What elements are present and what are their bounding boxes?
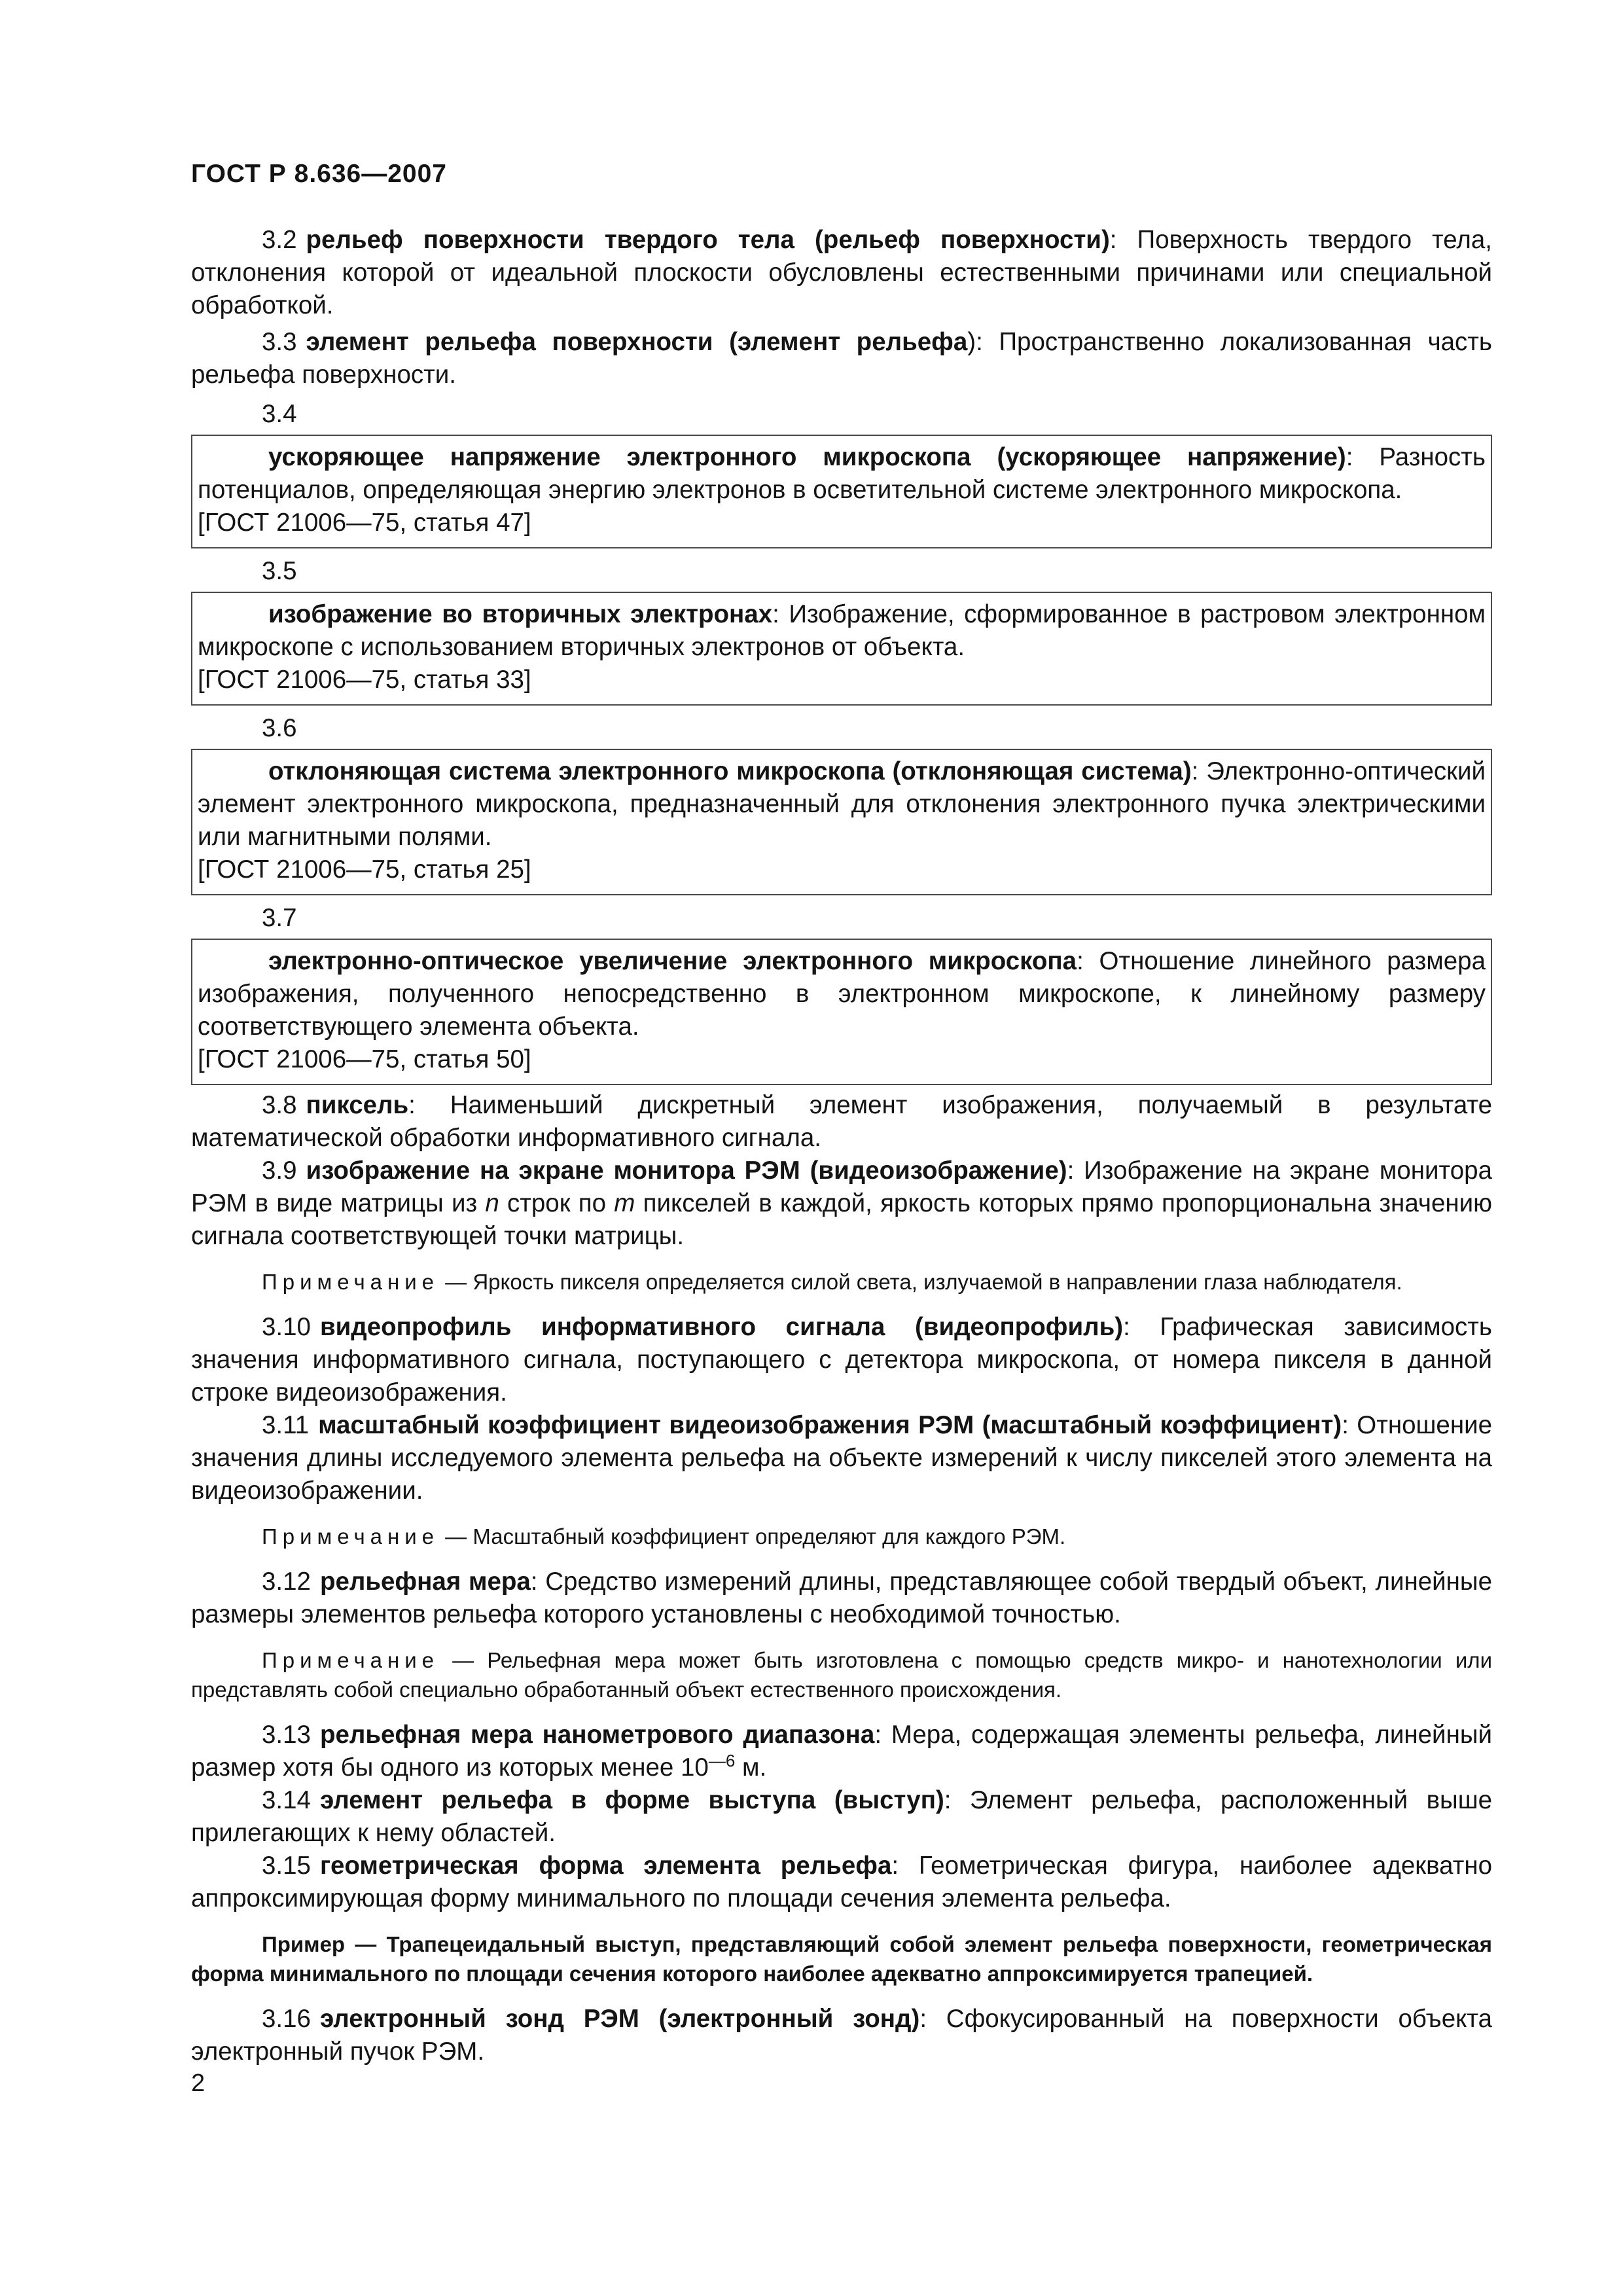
term-number: 3.10 — [262, 1313, 311, 1341]
term-name: изображение на экране монитора РЭМ (видеоизображение) — [306, 1157, 1067, 1185]
term-number-3-5: 3.5 — [262, 557, 297, 585]
term-name: элемент рельефа в форме выступа (выступ) — [319, 1786, 944, 1814]
example-3-15: Пример — Трапецеидальный выступ, представляющий собой элемент рельефа поверхности, геометрическая форма минимального по площади сечения которого наиболее адекватно аппроксимируется трапецией. — [191, 1932, 1492, 1986]
term-number: 3.14 — [262, 1786, 311, 1814]
term-definition: : Элемент рельефа, расположенный выше прилегающих к нему областей. — [191, 1786, 1493, 1847]
term-box-3-5 — [191, 592, 1492, 706]
term-number-3-4: 3.4 — [262, 400, 297, 428]
source-reference: [ГОСТ 21006—75, статья 25] — [198, 855, 531, 884]
page-number: 2 — [191, 2070, 205, 2097]
term-3-9 — [191, 1155, 1492, 1253]
term-number: 3.11 — [262, 1411, 310, 1439]
document-body — [191, 224, 1492, 2068]
note-3-9 — [191, 1267, 1492, 1297]
note-label: Примечание — [262, 1648, 440, 1672]
term-definition: : Мера, содержащая элементы рельефа, линейный размер хотя бы одного из которых менее 10 — [191, 1721, 1493, 1782]
term-definition-part: строк по — [499, 1189, 615, 1217]
term-definition: : Геометрическая фигура, наиболее адекватно аппроксимирующая форму минимального по площади сечения элемента рельефа. — [191, 1852, 1493, 1912]
source-reference: [ГОСТ 21006—75, статья 47] — [198, 509, 531, 537]
term-box-3-4 — [191, 435, 1492, 548]
term-3-13 — [191, 1719, 1492, 1784]
variable-m: m — [614, 1189, 635, 1217]
term-definition: : Отношение значения длины исследуемого элемента рельефа на объекте измерений к числу пикселей этого элемента на видеоизображении. — [191, 1411, 1492, 1505]
term-name: изображение во вторичных электронах — [268, 600, 773, 628]
term-name: электронный зонд РЭМ (электронный зонд) — [319, 2005, 920, 2033]
term-3-11 — [191, 1409, 1492, 1507]
term-number: 3.13 — [262, 1721, 311, 1749]
term-3-8 — [191, 1089, 1492, 1155]
term-definition: : Сфокусированный на поверхности объекта электронный пучок РЭМ. — [191, 2005, 1492, 2066]
term-number: 3.3 — [262, 328, 297, 356]
term-3-2 — [191, 224, 1492, 322]
term-name: видеопрофиль информативного сигнала (видеопрофиль) — [319, 1313, 1124, 1341]
term-name: пиксель — [306, 1091, 409, 1119]
term-3-10 — [191, 1311, 1492, 1409]
term-3-12 — [191, 1566, 1492, 1631]
note-text: — Рельефная мера может быть изготовлена с помощью средств микро- и нанотехнологии или представлять собой специально обработанный объект естественного происхождения. — [191, 1648, 1492, 1702]
document-header: ГОСТ Р 8.636—2007 — [191, 160, 447, 188]
unit: м. — [735, 1753, 767, 1782]
source-reference: [ГОСТ 21006—75, статья 33] — [198, 666, 531, 694]
term-name: рельефная мера нанометрового диапазона — [319, 1721, 875, 1749]
term-definition: : Изображение на экране монитора РЭМ в виде матрицы из — [191, 1157, 1492, 1217]
term-definition: : Отношение линейного размера изображения, полученного непосредственно в электронном микроскопе, к линейному размеру соответствующего элемента объекта. — [198, 947, 1486, 1041]
term-definition: : Средство измерений длины, представляющее собой твердый объект, линейные размеры элементов рельефа которого установлены с необходимой точностью. — [191, 1568, 1492, 1628]
note-label: Примечание — [262, 1270, 440, 1294]
term-3-15 — [191, 1850, 1492, 1915]
term-3-14 — [191, 1784, 1492, 1850]
term-name: рельефная мера — [319, 1568, 531, 1596]
term-box-3-7 — [191, 939, 1492, 1085]
term-number: 3.16 — [262, 2005, 311, 2033]
term-number-3-6: 3.6 — [262, 714, 297, 742]
term-name: отклоняющая система электронного микроскопа (отклоняющая система) — [268, 757, 1192, 785]
exponent: —6 — [708, 1751, 736, 1771]
term-definition: : Графическая зависимость значения информативного сигнала, поступающего с детектора микроскопа, от номера пикселя в данной строке видеоизображения. — [191, 1313, 1492, 1407]
term-definition: : Разность потенциалов, определяющая энергию электронов в осветительной системе электронного микроскопа. — [198, 443, 1486, 504]
term-name: электронно-оптическое увеличение электронного микроскопа — [268, 947, 1077, 975]
term-number: 3.15 — [262, 1852, 311, 1880]
term-number: 3.12 — [262, 1568, 311, 1596]
term-name: масштабный коэффициент видеоизображения РЭМ (масштабный коэффициент) — [318, 1411, 1342, 1439]
note-3-11 — [191, 1522, 1492, 1551]
term-number: 3.9 — [262, 1157, 297, 1185]
variable-n: n — [485, 1189, 499, 1217]
term-name: рельеф поверхности твердого тела (рельеф поверхности) — [306, 226, 1110, 254]
note-text: — Яркость пикселя определяется силой света, излучаемой в направлении глаза наблюдателя. — [439, 1270, 1402, 1294]
term-number: 3.2 — [262, 226, 297, 254]
term-name: ускоряющее напряжение электронного микроскопа (ускоряющее напряжение) — [268, 443, 1346, 471]
note-label: Примечание — [262, 1524, 440, 1549]
source-reference: [ГОСТ 21006—75, статья 50] — [198, 1045, 531, 1073]
term-3-3 — [191, 326, 1492, 391]
term-number-3-7: 3.7 — [262, 904, 297, 932]
note-text: — Масштабный коэффициент определяют для каждого РЭМ. — [439, 1524, 1066, 1549]
term-definition: : Электронно-оптический элемент электронного микроскопа, предназначенный для отклонения электронного пучка электрическими или магнитными полями. — [198, 757, 1486, 851]
term-box-3-6 — [191, 749, 1492, 895]
term-definition: : Изображение, сформированное в растровом электронном микроскопе с использованием вторичных электронов от объекта. — [198, 600, 1486, 661]
term-name: геометрическая форма элемента рельефа — [319, 1852, 892, 1880]
term-name: элемент рельефа поверхности (элемент рельефа — [306, 328, 968, 356]
term-definition-part: пикселей в каждой, яркость которых прямо пропорциональна значению сигнала соответствующей точки матрицы. — [191, 1189, 1492, 1250]
note-3-12 — [191, 1645, 1492, 1704]
term-number: 3.8 — [262, 1091, 297, 1119]
term-3-16 — [191, 2003, 1492, 2068]
term-definition: : Наименьший дискретный элемент изображения, получаемый в результате математической обработки информативного сигнала. — [191, 1091, 1492, 1152]
term-definition: ): Пространственно локализованная часть рельефа поверхности. — [191, 328, 1492, 389]
term-definition: : Поверхность твердого тела, отклонения которой от идеальной плоскости обусловлены естественными причинами или специальной обработкой. — [191, 226, 1492, 319]
